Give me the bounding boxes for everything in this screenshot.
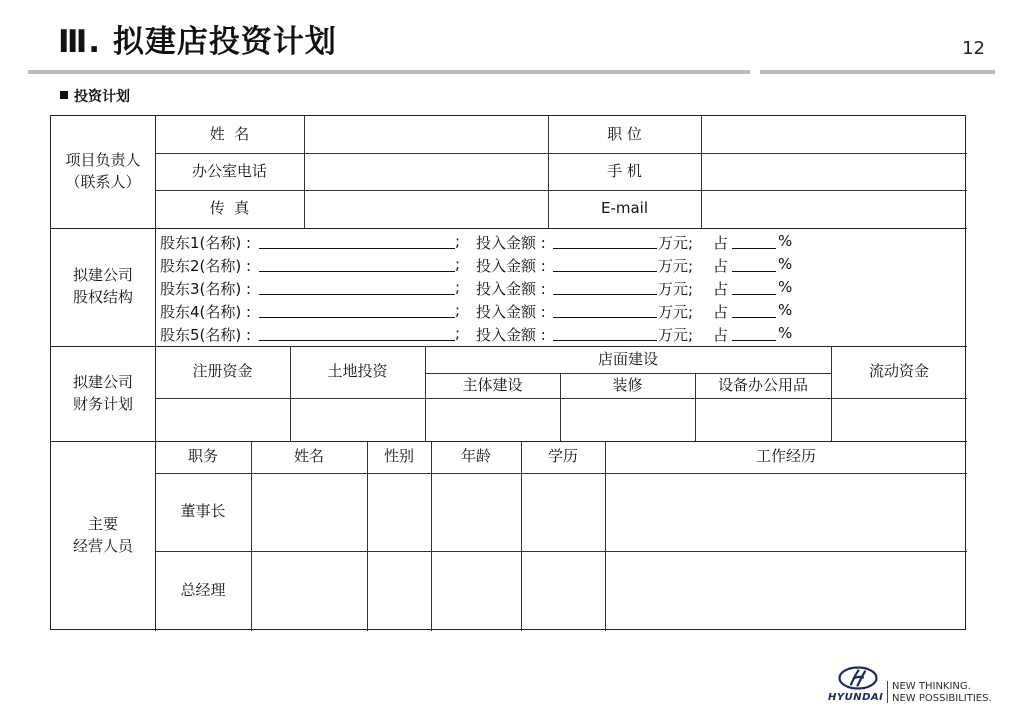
name-field[interactable]: [304, 116, 548, 153]
gm-name-field[interactable]: [251, 551, 367, 631]
fax-field[interactable]: [304, 190, 548, 228]
percent-sign: %: [778, 324, 793, 342]
staff-column-header: 性别: [383, 447, 414, 466]
hyundai-emblem-icon: [838, 666, 878, 690]
section-divider: [51, 228, 967, 229]
hyundai-logo: [828, 666, 998, 706]
separator: ;: [455, 324, 461, 342]
share-label: 占: [713, 303, 729, 321]
shareholder-name-label: 股东4(名称) :: [160, 303, 252, 321]
role-chairman: 董事长: [180, 502, 226, 521]
logo-divider: [887, 681, 888, 703]
equity-group-label-line2: 股权结构: [72, 288, 133, 306]
staff-group-label-line1: 主要: [87, 515, 118, 534]
header-rule-left: [28, 70, 750, 74]
invest-amount-label: 投入金额 :: [476, 303, 546, 321]
percent-sign: %: [778, 301, 793, 319]
unit-label: 万元;: [658, 234, 694, 252]
gm-experience-field[interactable]: [605, 551, 967, 631]
finance-group-label: [51, 346, 155, 441]
working-capital-field[interactable]: [831, 398, 967, 441]
page-title: Ⅲ. 拟建店投资计划: [58, 24, 337, 60]
staff-column-header: 年龄: [460, 447, 491, 466]
staff-group-label: [51, 441, 155, 631]
equipment-office-header: 设备办公用品: [717, 375, 808, 394]
chairman-education-field[interactable]: [521, 473, 605, 551]
main-construction-header: 主体建设: [462, 375, 523, 394]
gm-gender-field[interactable]: [367, 551, 431, 631]
registered-capital-field[interactable]: [155, 398, 290, 441]
share-label: 占: [713, 257, 729, 275]
invest-amount-label: 投入金额 :: [476, 257, 546, 275]
separator: ;: [455, 278, 461, 296]
email-label: E-mail: [600, 199, 649, 218]
gm-education-field[interactable]: [521, 551, 605, 631]
position-field[interactable]: [701, 116, 967, 153]
percent-sign: %: [778, 232, 793, 250]
section-heading-text: 投资计划: [74, 89, 130, 105]
office-phone-field[interactable]: [304, 153, 548, 190]
page-number: 12: [962, 38, 985, 59]
share-label: 占: [713, 326, 729, 344]
header-rule-right: [760, 70, 995, 74]
bullet-square-icon: [60, 91, 68, 99]
separator: ;: [455, 255, 461, 273]
chairman-experience-field[interactable]: [605, 473, 967, 551]
unit-label: 万元;: [658, 257, 694, 275]
percent-sign: %: [778, 278, 793, 296]
staff-column-header: 职务: [187, 447, 218, 466]
invest-amount-label: 投入金额 :: [476, 326, 546, 344]
registered-capital-header: 注册资金: [192, 362, 253, 381]
invest-amount-label: 投入金额 :: [476, 234, 546, 252]
shareholder-name-label: 股东2(名称) :: [160, 257, 252, 275]
land-investment-field[interactable]: [290, 398, 425, 441]
position-label: 职 位: [607, 124, 642, 143]
chairman-age-field[interactable]: [431, 473, 521, 551]
separator: ;: [455, 301, 461, 319]
tagline-line2: NEW POSSIBILITIES.: [892, 693, 992, 704]
separator: ;: [455, 232, 461, 250]
chairman-name-field[interactable]: [251, 473, 367, 551]
logo-wordmark: HYUNDAI: [828, 692, 884, 703]
shareholder-name-label: 股东5(名称) :: [160, 326, 252, 344]
share-label: 占: [713, 234, 729, 252]
equity-group-label: [51, 228, 155, 346]
fax-label: 传 真: [209, 199, 250, 218]
finance-group-label-line2: 财务计划: [72, 394, 133, 413]
main-construction-field[interactable]: [425, 398, 560, 441]
name-label: 姓 名: [209, 124, 250, 143]
chairman-gender-field[interactable]: [367, 473, 431, 551]
equity-group-label-line1: 拟建公司: [72, 266, 133, 285]
equipment-office-field[interactable]: [695, 398, 831, 441]
contact-group-label: [51, 116, 155, 228]
staff-column-header: 学历: [547, 447, 578, 466]
unit-label: 万元;: [658, 326, 694, 344]
office-phone-label: 办公室电话: [191, 161, 267, 180]
contact-group-label-line2: （联系人）: [65, 173, 141, 191]
role-general-manager: 总经理: [180, 581, 226, 600]
shareholder-name-label: 股东1(名称) :: [160, 234, 252, 252]
mobile-label: 手 机: [607, 161, 642, 180]
unit-label: 万元;: [658, 280, 694, 298]
staff-column-header: 姓名: [293, 447, 324, 466]
shareholder-name-label: 股东3(名称) :: [160, 280, 252, 298]
decoration-header: 装修: [612, 375, 643, 394]
gm-age-field[interactable]: [431, 551, 521, 631]
percent-sign: %: [778, 255, 793, 273]
invest-amount-label: 投入金额 :: [476, 280, 546, 298]
staff-column-header: 工作经历: [755, 447, 816, 466]
investment-plan-form: [50, 115, 966, 630]
mobile-field[interactable]: [701, 153, 967, 190]
tagline-line1: NEW THINKING.: [892, 681, 971, 692]
brand-tagline: [892, 681, 992, 705]
contact-group-label-line1: 项目负责人: [65, 151, 141, 170]
unit-label: 万元;: [658, 303, 694, 321]
email-field[interactable]: [701, 190, 967, 228]
staff-group-label-line2: 经营人员: [72, 537, 133, 555]
working-capital-header: 流动资金: [868, 362, 929, 381]
finance-group-label-line1: 拟建公司: [72, 372, 133, 391]
land-investment-header: 土地投资: [327, 362, 388, 381]
section-heading: [60, 86, 130, 106]
store-construction-header: 店面建设: [597, 349, 658, 368]
decoration-field[interactable]: [560, 398, 695, 441]
share-label: 占: [713, 280, 729, 298]
